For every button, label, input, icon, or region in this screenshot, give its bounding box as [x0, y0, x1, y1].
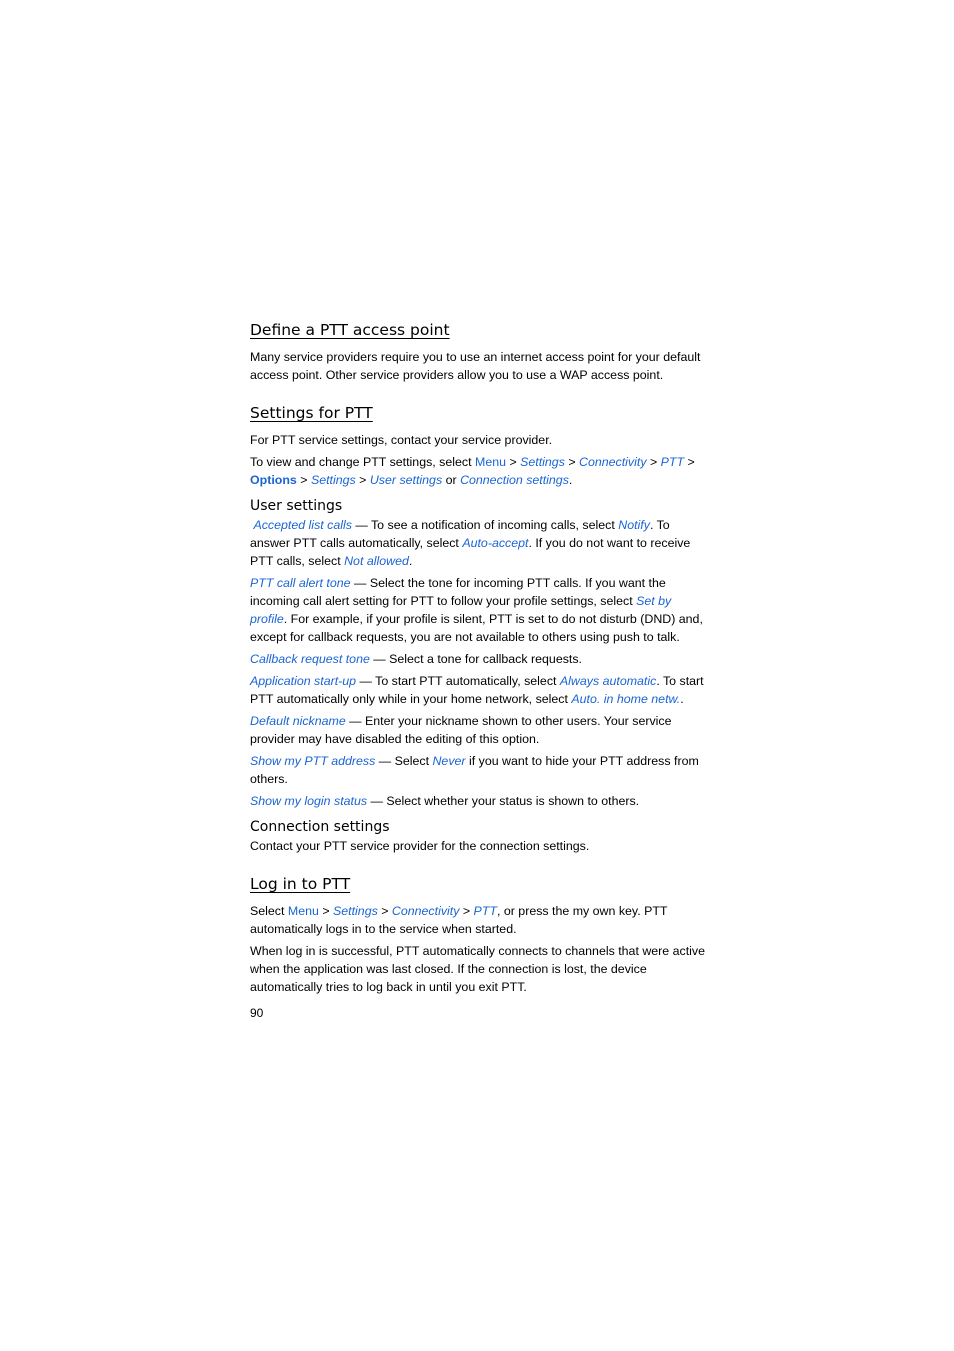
page-number: 90 — [250, 1006, 264, 1020]
paragraph-connection-settings: Contact your PTT service provider for the connection settings. — [250, 839, 590, 853]
item-default-nickname: Default nickname — Enter your nickname shown to other users. Your service provider may have disabled the editing of this option. — [250, 714, 672, 746]
settings-link: Settings — [520, 455, 565, 469]
paragraph-view-change-settings: To view and change PTT settings, select Menu > Settings > Connectivity > PTT > Options > Settings > User settings or Connection settings. — [250, 455, 695, 487]
heading-define-ptt-access-point: Define a PTT access point — [250, 321, 450, 339]
item-show-my-ptt-address: Show my PTT address — Select Never if you want to hide your PTT address from others. — [250, 754, 699, 786]
paragraph-access-point: Many service providers require you to use an internet access point for your default access point. Other service providers allow you to use a WAP access point. — [250, 350, 701, 382]
heading-log-in-to-ptt: Log in to PTT — [250, 875, 351, 893]
item-callback-request-tone: Callback request tone — Select a tone for callback requests. — [250, 652, 582, 666]
heading-settings-for-ptt: Settings for PTT — [250, 404, 373, 422]
options-link: Options — [250, 473, 297, 487]
user-settings-link: User settings — [369, 473, 443, 487]
item-ptt-call-alert-tone: PTT call alert tone — Select the tone for incoming PTT calls. If you want the incoming call alert setting for PTT to follow your profile settings, select Set by profile. For example, if your profile is silent, PTT is set to do not disturb (DND) and, except for callback requests, you are not available to others using push to talk. — [250, 576, 703, 644]
paragraph-log-in-success: When log in is successful, PTT automatically connects to channels that were active when the application was last closed. If the connection is lost, the device automatically tries to log back in until you exit PTT. — [250, 944, 705, 994]
paragraph-log-in-select: Select Menu > Settings > Connectivity > PTT, or press the my own key. PTT automatically logs in to the service when started. — [250, 904, 668, 936]
manual-page — [250, 319, 706, 1020]
heading-connection-settings: Connection settings — [250, 819, 390, 835]
item-accepted-list-calls: Accepted list calls — To see a notification of incoming calls, select Notify. To answer PTT calls automatically, select Auto-accept. If you do not want to receive PTT calls, select Not allowed. — [250, 518, 691, 568]
settings-link-2: Settings — [310, 473, 356, 487]
item-show-my-login-status: Show my login status — Select whether your status is shown to others. — [250, 794, 640, 808]
paragraph-service-settings: For PTT service settings, contact your service provider. — [250, 433, 553, 447]
heading-user-settings: User settings — [250, 498, 343, 514]
connection-settings-link: Connection settings — [460, 473, 569, 487]
connectivity-link: Connectivity — [579, 455, 647, 469]
ptt-link: PTT — [660, 455, 685, 469]
menu-link: Menu — [475, 455, 506, 469]
item-application-start-up: Application start-up — To start PTT automatically, select Always automatic. To start PTT automatically only while in your home network, select Auto. in home netw.. — [250, 674, 704, 706]
